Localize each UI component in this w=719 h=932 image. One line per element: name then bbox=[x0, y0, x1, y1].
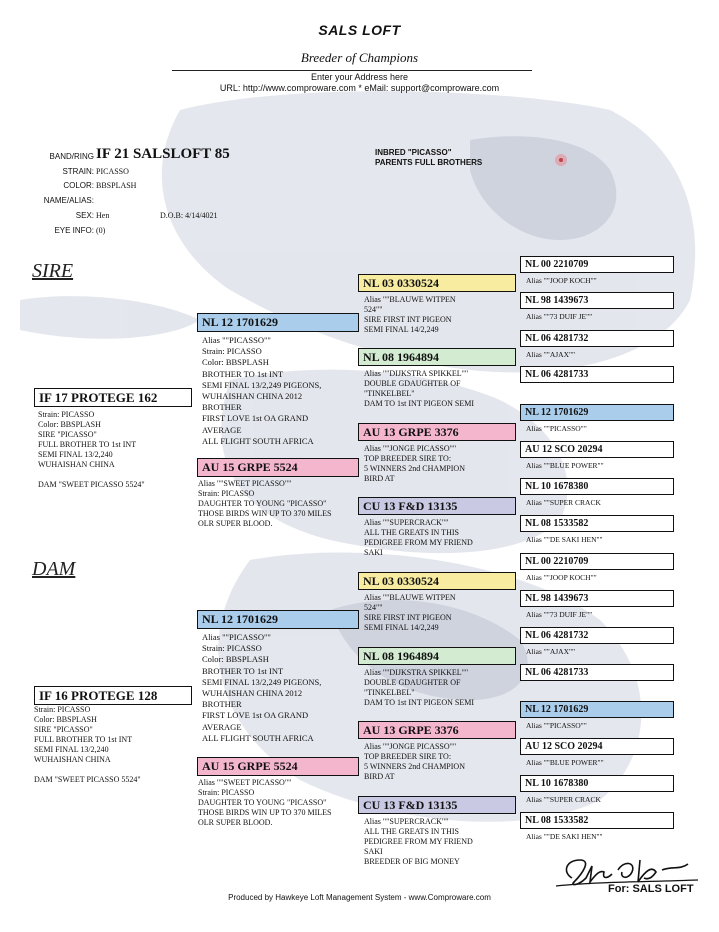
signature-label: For: SALS LOFT bbox=[608, 883, 694, 895]
sire-heading: SIRE bbox=[32, 260, 74, 282]
produced-by-footer: Produced by Hawkeye Loft Management System - www.Comproware.com bbox=[228, 893, 491, 902]
strain-label: STRAIN: bbox=[62, 167, 94, 176]
gen4-8-alias: Alias ""DE SAKI HEN"" bbox=[526, 535, 603, 544]
url-line: URL: http://www.comproware.com * eMail: support@comproware.com bbox=[219, 83, 500, 93]
sire-band-box: IF 17 PROTEGE 162 bbox=[34, 388, 192, 407]
gen4-16-band: NL 08 1533582 bbox=[520, 812, 674, 829]
dam-heading: DAM bbox=[32, 558, 76, 580]
dam-band-box: IF 16 PROTEGE 128 bbox=[34, 686, 192, 705]
gen4-5-alias: Alias ""PICASSO"" bbox=[526, 424, 587, 433]
gen4-9-alias: Alias ""JOOP KOCH"" bbox=[526, 573, 597, 582]
dd-band-box: AU 15 GRPE 5524 bbox=[197, 757, 359, 776]
sdd-info: Alias ""SUPERCRACK"" ALL THE GREATS IN THIS PEDIGREE FROM MY FRIEND SAKI bbox=[364, 518, 473, 557]
gen4-11-alias: Alias ""AJAX"" bbox=[526, 647, 576, 656]
sex-value: Hen bbox=[96, 211, 110, 220]
sds-band-box: AU 13 GRPE 3376 bbox=[358, 423, 516, 441]
strain-value: PICASSO bbox=[96, 167, 129, 176]
eye-info-label: EYE INFO: bbox=[54, 226, 94, 235]
ds-band-box: NL 12 1701629 bbox=[197, 610, 359, 629]
sds-info: Alias ""JONGE PICASSO"" TOP BREEDER SIRE TO: 5 WINNERS 2nd CHAMPION BIRD AT bbox=[364, 444, 465, 483]
gen4-4-band: NL 06 4281733 bbox=[520, 366, 674, 383]
color-label: COLOR: bbox=[63, 181, 94, 190]
bird-notes-line2: PARENTS FULL BROTHERS bbox=[375, 158, 483, 167]
ds-info: Alias ""PICASSO"" Strain: PICASSO Color: BBSPLASH BROTHER TO 1st INT SEMI FINAL 13/2,249 PIGEONS, WUHAISHAN CHINA 2012 BROTHER FIRST LOVE 1st OA GRAND AVERAGE ALL FLIGHT SOUTH AFRICA bbox=[202, 632, 322, 743]
band-label: BAND/RING bbox=[49, 152, 94, 161]
gen4-12-band: NL 06 4281733 bbox=[520, 664, 674, 681]
dsd-info: Alias ""DIJKSTRA SPIKKEL"" DOUBLE GDAUGHTER OF "TINKELBEL" DAM TO 1st INT PIGEON SEMI bbox=[364, 668, 475, 707]
gen4-6-alias: Alias ""BLUE POWER"" bbox=[526, 461, 604, 470]
sss-band-box: NL 03 0330524 bbox=[358, 274, 516, 292]
sd-band-box: AU 15 GRPE 5524 bbox=[197, 458, 359, 477]
dds-info: Alias ""JONGE PICASSO"" TOP BREEDER SIRE TO: 5 WINNERS 2nd CHAMPION BIRD AT bbox=[364, 742, 465, 781]
gen4-2-band: NL 98 1439673 bbox=[520, 292, 674, 309]
gen4-13-band: NL 12 1701629 bbox=[520, 701, 674, 718]
dam-info: Strain: PICASSO Color: BBSPLASH SIRE "PICASSO" FULL BROTHER TO 1st INT SEMI FINAL 13/2,240 WUHAISHAN CHINA DAM "SWEET PICASSO 5524" bbox=[34, 705, 141, 784]
gen4-2-alias: Alias ""73 DUIF JE"" bbox=[526, 312, 593, 321]
bird-notes-line1: INBRED "PICASSO" bbox=[375, 148, 452, 157]
loft-subtitle: Breeder of Champions bbox=[300, 50, 419, 65]
color-value: BBSPLASH bbox=[96, 181, 137, 190]
sire-info: Strain: PICASSO Color: BBSPLASH SIRE "PICASSO" FULL BROTHER TO 1st INT SEMI FINAL 13/2,240 WUHAISHAN CHINA DAM "SWEET PICASSO 5524" bbox=[38, 410, 145, 489]
gen4-11-band: NL 06 4281732 bbox=[520, 627, 674, 644]
gen4-13-alias: Alias ""PICASSO"" bbox=[526, 721, 587, 730]
sex-label: SEX: bbox=[75, 211, 94, 220]
ddd-band-box: CU 13 F&D 13135 bbox=[358, 796, 516, 814]
dds-band-box: AU 13 GRPE 3376 bbox=[358, 721, 516, 739]
gen4-9-band: NL 00 2210709 bbox=[520, 553, 674, 570]
gen4-10-band: NL 98 1439673 bbox=[520, 590, 674, 607]
band-value: IF 21 SALSLOFT 85 bbox=[96, 146, 230, 162]
gen4-16-alias: Alias ""DE SAKI HEN"" bbox=[526, 832, 603, 841]
gen4-15-band: NL 10 1678380 bbox=[520, 775, 674, 792]
gen4-7-alias: Alias ""SUPER CRACK bbox=[526, 498, 601, 507]
gen4-7-band: NL 10 1678380 bbox=[520, 478, 674, 495]
dd-info: Alias ""SWEET PICASSO"" Strain: PICASSO DAUGHTER TO YOUNG "PICASSO" THOSE BIRDS WIN UP TO 370 MILES OLR SUPER BLOOD. bbox=[198, 778, 332, 827]
ssd-info: Alias ""DIJKSTRA SPIKKEL"" DOUBLE GDAUGHTER OF "TINKELBEL" DAM TO 1st INT PIGEON SEMI bbox=[364, 369, 475, 408]
address-line: Enter your Address here bbox=[310, 72, 409, 82]
gen4-14-band: AU 12 SCO 20294 bbox=[520, 738, 674, 755]
eye-info-value: (0) bbox=[96, 226, 106, 235]
gen4-8-band: NL 08 1533582 bbox=[520, 515, 674, 532]
gen4-1-alias: Alias ""JOOP KOCH"" bbox=[526, 276, 597, 285]
dsd-band-box: NL 08 1964894 bbox=[358, 647, 516, 665]
gen4-10-alias: Alias ""73 DUIF JE"" bbox=[526, 610, 593, 619]
ss-band-box: NL 12 1701629 bbox=[197, 313, 359, 332]
gen4-6-band: AU 12 SCO 20294 bbox=[520, 441, 674, 458]
sd-info: Alias ""SWEET PICASSO"" Strain: PICASSO DAUGHTER TO YOUNG "PICASSO" THOSE BIRDS WIN UP TO 370 MILES OLR SUPER BLOOD. bbox=[198, 479, 332, 528]
dss-info: Alias ""BLAUWE WITPEN 524"" SIRE FIRST INT PIGEON SEMI FINAL 14/2,249 bbox=[364, 593, 456, 632]
gen4-14-alias: Alias ""BLUE POWER"" bbox=[526, 758, 604, 767]
ss-info: Alias ""PICASSO"" Strain: PICASSO Color: BBSPLASH BROTHER TO 1st INT SEMI FINAL 13/2,249 PIGEONS, WUHAISHAN CHINA 2012 BROTHER FIRST LOVE 1st OA GRAND AVERAGE ALL FLIGHT SOUTH AFRICA bbox=[202, 335, 322, 446]
dss-band-box: NL 03 0330524 bbox=[358, 572, 516, 590]
loft-title: SALS LOFT bbox=[318, 22, 401, 38]
sdd-band-box: CU 13 F&D 13135 bbox=[358, 497, 516, 515]
gen4-1-band: NL 00 2210709 bbox=[520, 256, 674, 273]
gen4-3-alias: Alias ""AJAX"" bbox=[526, 350, 576, 359]
name-alias-label: NAME/ALIAS: bbox=[43, 196, 94, 205]
dob-value: D.O.B: 4/14/4021 bbox=[160, 211, 218, 220]
gen4-3-band: NL 06 4281732 bbox=[520, 330, 674, 347]
gen4-5-band: NL 12 1701629 bbox=[520, 404, 674, 421]
header-divider bbox=[172, 70, 532, 71]
gen4-15-alias: Alias ""SUPER CRACK bbox=[526, 795, 601, 804]
ddd-info: Alias ""SUPERCRACK"" ALL THE GREATS IN THIS PEDIGREE FROM MY FRIEND SAKI BREEDER OF BIG MONEY bbox=[364, 817, 473, 866]
sss-info: Alias ""BLAUWE WITPEN 524"" SIRE FIRST INT PIGEON SEMI FINAL 14/2,249 bbox=[364, 295, 456, 334]
ssd-band-box: NL 08 1964894 bbox=[358, 348, 516, 366]
